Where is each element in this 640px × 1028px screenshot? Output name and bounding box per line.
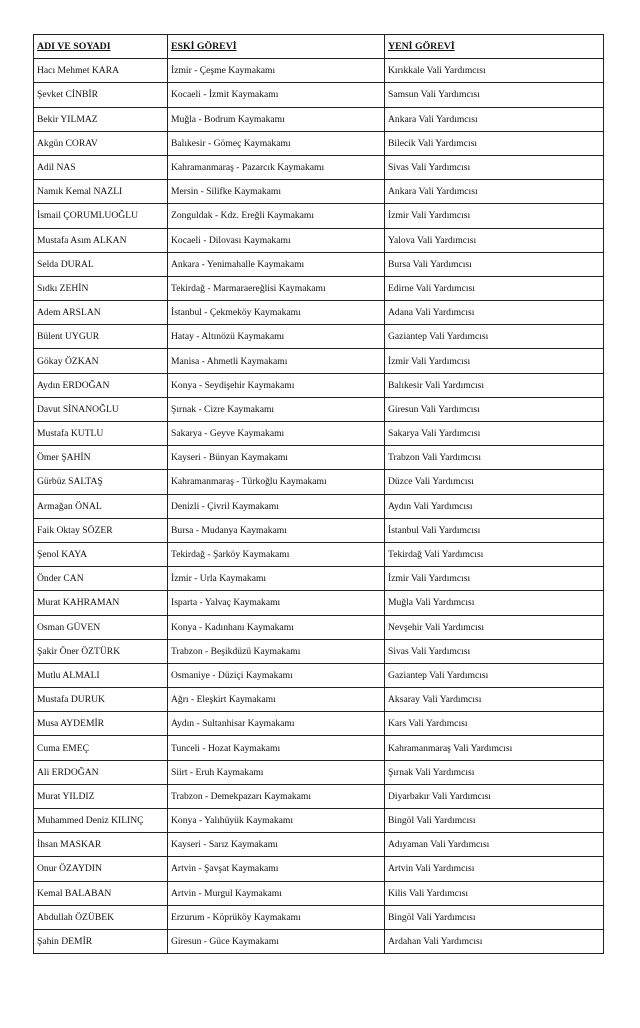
cell-old-position: Mersin - Silifke Kaymakamı xyxy=(168,180,385,204)
cell-new-position: Aydın Vali Yardımcısı xyxy=(385,494,604,518)
cell-old-position: Osmaniye - Düziçi Kaymakamı xyxy=(168,663,385,687)
cell-new-position: Edirne Vali Yardımcısı xyxy=(385,276,604,300)
cell-name: Murat KAHRAMAN xyxy=(34,591,168,615)
table-row xyxy=(34,155,604,179)
table-row xyxy=(34,470,604,494)
cell-new-position: Muğla Vali Yardımcısı xyxy=(385,591,604,615)
cell-new-position: Bingöl Vali Yardımcısı xyxy=(385,905,604,929)
cell-name: Musa AYDEMİR xyxy=(34,712,168,736)
cell-old-position: İzmir - Urla Kaymakamı xyxy=(168,567,385,591)
cell-new-position: Kahramanmaraş Vali Yardımcısı xyxy=(385,736,604,760)
cell-old-position: Tunceli - Hozat Kaymakamı xyxy=(168,736,385,760)
cell-new-position: Balıkesir Vali Yardımcısı xyxy=(385,373,604,397)
cell-name: Ali ERDOĞAN xyxy=(34,760,168,784)
cell-new-position: İzmir Vali Yardımcısı xyxy=(385,349,604,373)
table-row xyxy=(34,639,604,663)
cell-new-position: Şırnak Vali Yardımcısı xyxy=(385,760,604,784)
cell-name: Murat YILDIZ xyxy=(34,784,168,808)
cell-name: İhsan MASKAR xyxy=(34,833,168,857)
cell-name: Sıdkı ZEHİN xyxy=(34,276,168,300)
cell-old-position: Trabzon - Beşikdüzü Kaymakamı xyxy=(168,639,385,663)
cell-old-position: Zonguldak - Kdz. Ereğli Kaymakamı xyxy=(168,204,385,228)
table-row xyxy=(34,784,604,808)
cell-name: Hacı Mehmet KARA xyxy=(34,59,168,83)
cell-name: Adem ARSLAN xyxy=(34,301,168,325)
table-row xyxy=(34,59,604,83)
cell-name: Mustafa Asım ALKAN xyxy=(34,228,168,252)
cell-name: Mustafa KUTLU xyxy=(34,422,168,446)
table-row xyxy=(34,494,604,518)
table-row xyxy=(34,83,604,107)
cell-name: Cuma EMEÇ xyxy=(34,736,168,760)
cell-old-position: Tekirdağ - Marmaraereğlisi Kaymakamı xyxy=(168,276,385,300)
cell-new-position: İzmir Vali Yardımcısı xyxy=(385,204,604,228)
cell-name: Bülent UYGUR xyxy=(34,325,168,349)
cell-new-position: Düzce Vali Yardımcısı xyxy=(385,470,604,494)
table-row xyxy=(34,349,604,373)
cell-name: Şenol KAYA xyxy=(34,542,168,566)
table-row xyxy=(34,833,604,857)
cell-old-position: Hatay - Altınözü Kaymakamı xyxy=(168,325,385,349)
cell-name: Adil NAS xyxy=(34,155,168,179)
cell-name: Önder CAN xyxy=(34,567,168,591)
table-header-row xyxy=(34,35,604,59)
table-row xyxy=(34,422,604,446)
table-row xyxy=(34,591,604,615)
cell-new-position: Aksaray Vali Yardımcısı xyxy=(385,688,604,712)
table-row xyxy=(34,373,604,397)
cell-old-position: Siirt - Eruh Kaymakamı xyxy=(168,760,385,784)
cell-new-position: Bingöl Vali Yardımcısı xyxy=(385,809,604,833)
cell-old-position: İstanbul - Çekmeköy Kaymakamı xyxy=(168,301,385,325)
table-row xyxy=(34,857,604,881)
cell-old-position: Sakarya - Geyve Kaymakamı xyxy=(168,422,385,446)
cell-old-position: Kayseri - Bünyan Kaymakamı xyxy=(168,446,385,470)
cell-name: Faik Oktay SÖZER xyxy=(34,518,168,542)
cell-new-position: Bilecik Vali Yardımcısı xyxy=(385,131,604,155)
table-row xyxy=(34,567,604,591)
table-row xyxy=(34,881,604,905)
table-row xyxy=(34,542,604,566)
document-page xyxy=(33,34,603,954)
cell-new-position: İstanbul Vali Yardımcısı xyxy=(385,518,604,542)
cell-name: Selda DURAL xyxy=(34,252,168,276)
header-old-position: ESKİ GÖREVİ xyxy=(168,35,385,59)
cell-name: Namık Kemal NAZLI xyxy=(34,180,168,204)
cell-new-position: Sivas Vali Yardımcısı xyxy=(385,639,604,663)
cell-new-position: Tekirdağ Vali Yardımcısı xyxy=(385,542,604,566)
cell-old-position: Kahramanmaraş - Türkoğlu Kaymakamı xyxy=(168,470,385,494)
cell-old-position: Ağrı - Eleşkirt Kaymakamı xyxy=(168,688,385,712)
cell-name: Muhammed Deniz KILINÇ xyxy=(34,809,168,833)
cell-old-position: Artvin - Şavşat Kaymakamı xyxy=(168,857,385,881)
cell-new-position: Sivas Vali Yardımcısı xyxy=(385,155,604,179)
table-row xyxy=(34,712,604,736)
cell-name: Gökay ÖZKAN xyxy=(34,349,168,373)
cell-old-position: Trabzon - Demekpazarı Kaymakamı xyxy=(168,784,385,808)
cell-new-position: Trabzon Vali Yardımcısı xyxy=(385,446,604,470)
cell-new-position: Giresun Vali Yardımcısı xyxy=(385,397,604,421)
cell-new-position: Sakarya Vali Yardımcısı xyxy=(385,422,604,446)
cell-new-position: Gaziantep Vali Yardımcısı xyxy=(385,663,604,687)
cell-old-position: Aydın - Sultanhisar Kaymakamı xyxy=(168,712,385,736)
cell-new-position: Ankara Vali Yardımcısı xyxy=(385,107,604,131)
cell-name: Bekir YILMAZ xyxy=(34,107,168,131)
cell-old-position: Artvin - Murgul Kaymakamı xyxy=(168,881,385,905)
cell-new-position: Adana Vali Yardımcısı xyxy=(385,301,604,325)
cell-old-position: Balıkesir - Gömeç Kaymakamı xyxy=(168,131,385,155)
table-row xyxy=(34,180,604,204)
table-row xyxy=(34,131,604,155)
cell-new-position: Ardahan Vali Yardımcısı xyxy=(385,929,604,953)
cell-new-position: Bursa Vali Yardımcısı xyxy=(385,252,604,276)
cell-name: Onur ÖZAYDIN xyxy=(34,857,168,881)
cell-name: Osman GÜVEN xyxy=(34,615,168,639)
appointments-table xyxy=(33,34,604,954)
cell-name: Aydın ERDOĞAN xyxy=(34,373,168,397)
cell-old-position: Kahramanmaraş - Pazarcık Kaymakamı xyxy=(168,155,385,179)
cell-new-position: Kilis Vali Yardımcısı xyxy=(385,881,604,905)
cell-name: Davut SİNANOĞLU xyxy=(34,397,168,421)
table-row xyxy=(34,252,604,276)
table-row xyxy=(34,688,604,712)
cell-old-position: Konya - Kadınhanı Kaymakamı xyxy=(168,615,385,639)
cell-name: Akgün CORAV xyxy=(34,131,168,155)
cell-new-position: Kırıkkale Vali Yardımcısı xyxy=(385,59,604,83)
cell-old-position: İzmir - Çeşme Kaymakamı xyxy=(168,59,385,83)
cell-old-position: Kocaeli - Dilovası Kaymakamı xyxy=(168,228,385,252)
cell-name: Armağan ÖNAL xyxy=(34,494,168,518)
cell-old-position: Muğla - Bodrum Kaymakamı xyxy=(168,107,385,131)
cell-new-position: Diyarbakır Vali Yardımcısı xyxy=(385,784,604,808)
table-row xyxy=(34,736,604,760)
cell-name: Gürbüz SALTAŞ xyxy=(34,470,168,494)
cell-old-position: Erzurum - Köprüköy Kaymakamı xyxy=(168,905,385,929)
table-row xyxy=(34,276,604,300)
cell-name: Mutlu ALMALI xyxy=(34,663,168,687)
cell-name: Şakir Öner ÖZTÜRK xyxy=(34,639,168,663)
table-row xyxy=(34,518,604,542)
table-row xyxy=(34,397,604,421)
table-row xyxy=(34,905,604,929)
cell-new-position: İzmir Vali Yardımcısı xyxy=(385,567,604,591)
cell-new-position: Adıyaman Vali Yardımcısı xyxy=(385,833,604,857)
cell-old-position: Konya - Seydişehir Kaymakamı xyxy=(168,373,385,397)
table-row xyxy=(34,760,604,784)
table-body xyxy=(34,59,604,954)
cell-name: İsmail ÇORUMLUOĞLU xyxy=(34,204,168,228)
cell-new-position: Kars Vali Yardımcısı xyxy=(385,712,604,736)
cell-old-position: Denizli - Çivril Kaymakamı xyxy=(168,494,385,518)
cell-name: Şahin DEMİR xyxy=(34,929,168,953)
table-row xyxy=(34,325,604,349)
cell-old-position: Şırnak - Cizre Kaymakamı xyxy=(168,397,385,421)
cell-name: Ömer ŞAHİN xyxy=(34,446,168,470)
cell-new-position: Yalova Vali Yardımcısı xyxy=(385,228,604,252)
cell-old-position: Kayseri - Sarız Kaymakamı xyxy=(168,833,385,857)
table-row xyxy=(34,107,604,131)
cell-name: Şevket CİNBİR xyxy=(34,83,168,107)
cell-name: Mustafa DURUK xyxy=(34,688,168,712)
table-row xyxy=(34,809,604,833)
cell-name: Kemal BALABAN xyxy=(34,881,168,905)
cell-new-position: Gaziantep Vali Yardımcısı xyxy=(385,325,604,349)
cell-old-position: Ankara - Yenimahalle Kaymakamı xyxy=(168,252,385,276)
table-row xyxy=(34,663,604,687)
cell-new-position: Artvin Vali Yardımcısı xyxy=(385,857,604,881)
table-row xyxy=(34,204,604,228)
table-row xyxy=(34,615,604,639)
table-row xyxy=(34,929,604,953)
cell-new-position: Ankara Vali Yardımcısı xyxy=(385,180,604,204)
cell-old-position: Kocaeli - İzmit Kaymakamı xyxy=(168,83,385,107)
header-new-position: YENİ GÖREVİ xyxy=(385,35,604,59)
cell-old-position: Tekirdağ - Şarköy Kaymakamı xyxy=(168,542,385,566)
cell-new-position: Samsun Vali Yardımcısı xyxy=(385,83,604,107)
header-name: ADI VE SOYADI xyxy=(34,35,168,59)
cell-old-position: Isparta - Yalvaç Kaymakamı xyxy=(168,591,385,615)
cell-old-position: Manisa - Ahmetli Kaymakamı xyxy=(168,349,385,373)
table-row xyxy=(34,228,604,252)
cell-new-position: Nevşehir Vali Yardımcısı xyxy=(385,615,604,639)
cell-old-position: Konya - Yalıhüyük Kaymakamı xyxy=(168,809,385,833)
cell-name: Abdullah ÖZÜBEK xyxy=(34,905,168,929)
table-row xyxy=(34,446,604,470)
cell-old-position: Bursa - Mudanya Kaymakamı xyxy=(168,518,385,542)
table-row xyxy=(34,301,604,325)
cell-old-position: Giresun - Güce Kaymakamı xyxy=(168,929,385,953)
